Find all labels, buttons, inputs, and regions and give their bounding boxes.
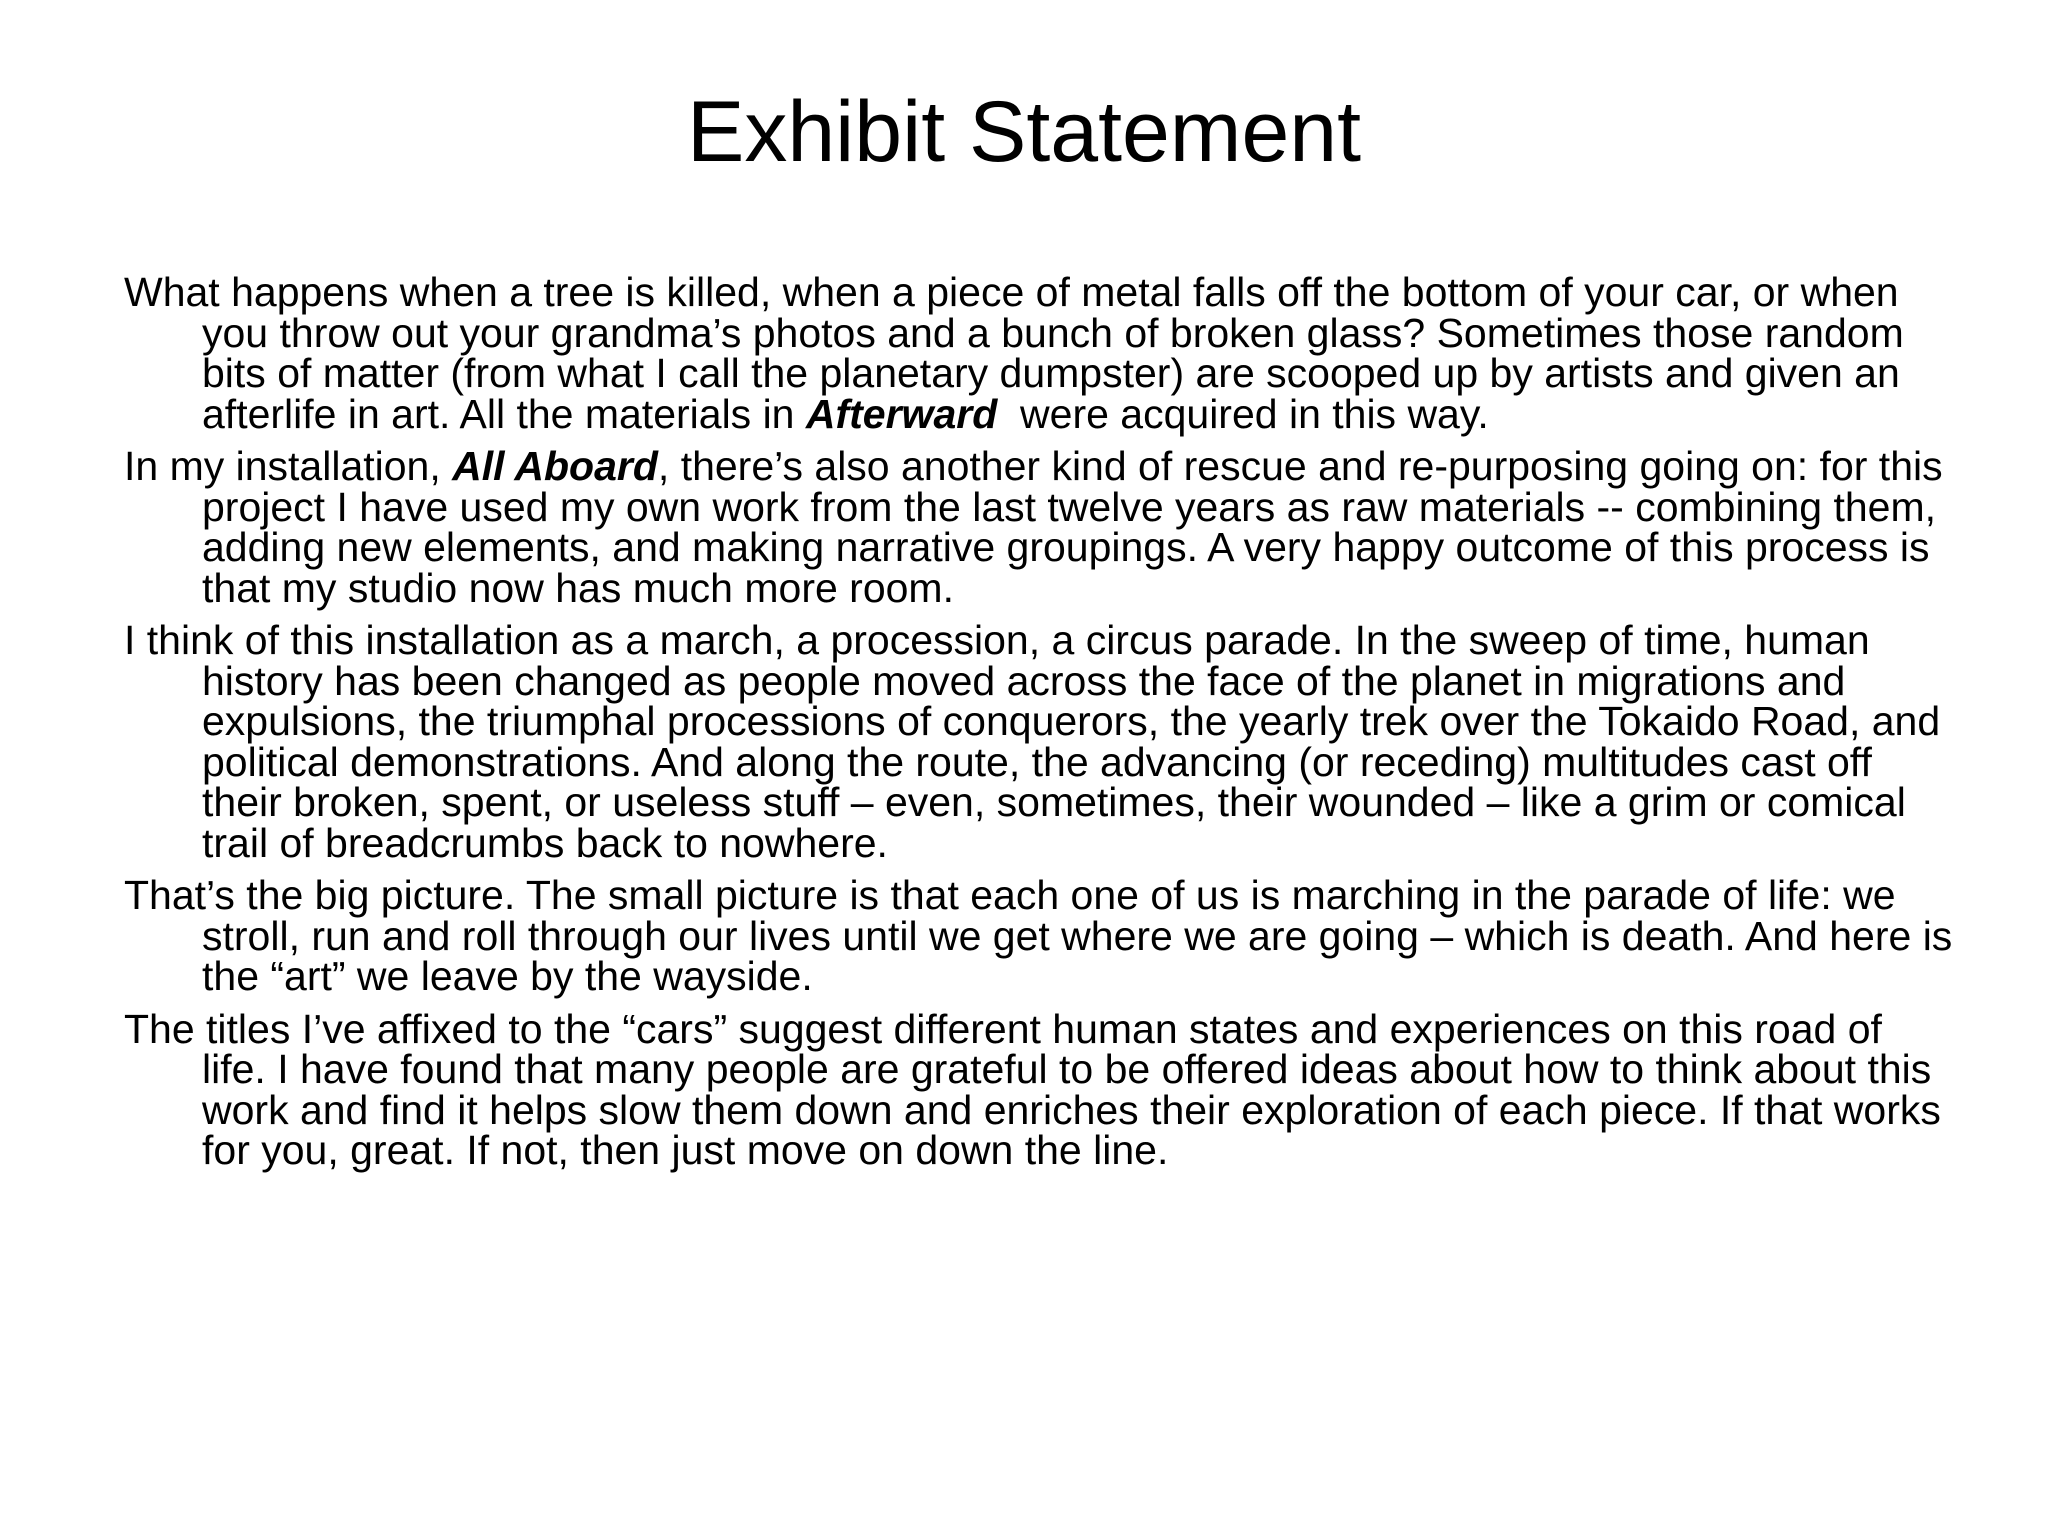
paragraph-1-text-start: What happens when a tree is killed, when a piece of metal falls off the bottom of your car, or when you throw out your grandma’s photos and a bunch of broken glass? Sometimes those random bits of matter (from what I call the planetary dumpster) are scooped up by artists and given an afterlife in art. All the materials in xyxy=(124,269,1904,437)
statement-body xyxy=(124,269,1954,1183)
page-title: Exhibit Statement xyxy=(686,84,1362,180)
paragraph-5: The titles I’ve affixed to the “cars” suggest different human states and experiences on this road of life. I have found that many people are grateful to be offered ideas about how to think about this work and find it helps slow them down and enriches their exploration of each piece. If that works for you, great. If not, then just move on down the line. xyxy=(124,1005,1941,1173)
paragraph-2-text-start: In my installation, xyxy=(124,443,453,489)
paragraph-1 xyxy=(124,269,1954,437)
paragraph-4: That’s the big picture. The small picture is that each one of us is marching in the parade of life: we stroll, run and roll through our lives until we get where we are going – which is death. And here is the “art” we leave by the wayside. xyxy=(124,872,1953,999)
paragraph-2-emphasis: All Aboard xyxy=(452,443,658,489)
paragraph-2-text-end: , there’s also another kind of rescue and re-purposing going on: for this project I have used my own work from the last twelve years as raw materials -- combining them, adding new elements, and making narrative groupings. A very happy outcome of this process is that my studio now has much more room. xyxy=(202,443,1943,611)
paragraph-1-text-end: were acquired in this way. xyxy=(997,390,1489,437)
paragraph-2 xyxy=(124,443,1954,611)
paragraph-1-emphasis: Afterward xyxy=(805,390,998,437)
paragraph-3: I think of this installation as a march, a procession, a circus parade. In the sweep of time, human history has been changed as people moved across the face of the planet in migrations and expulsions, the triumphal processions of conquerors, the yearly trek over the Tokaido Road, and political demonstrations. And along the route, the advancing (or receding) multitudes cast off their broken, spent, or useless stuff – even, sometimes, their wounded – like a grim or comical trail of breadcrumbs back to nowhere. xyxy=(124,617,1941,866)
